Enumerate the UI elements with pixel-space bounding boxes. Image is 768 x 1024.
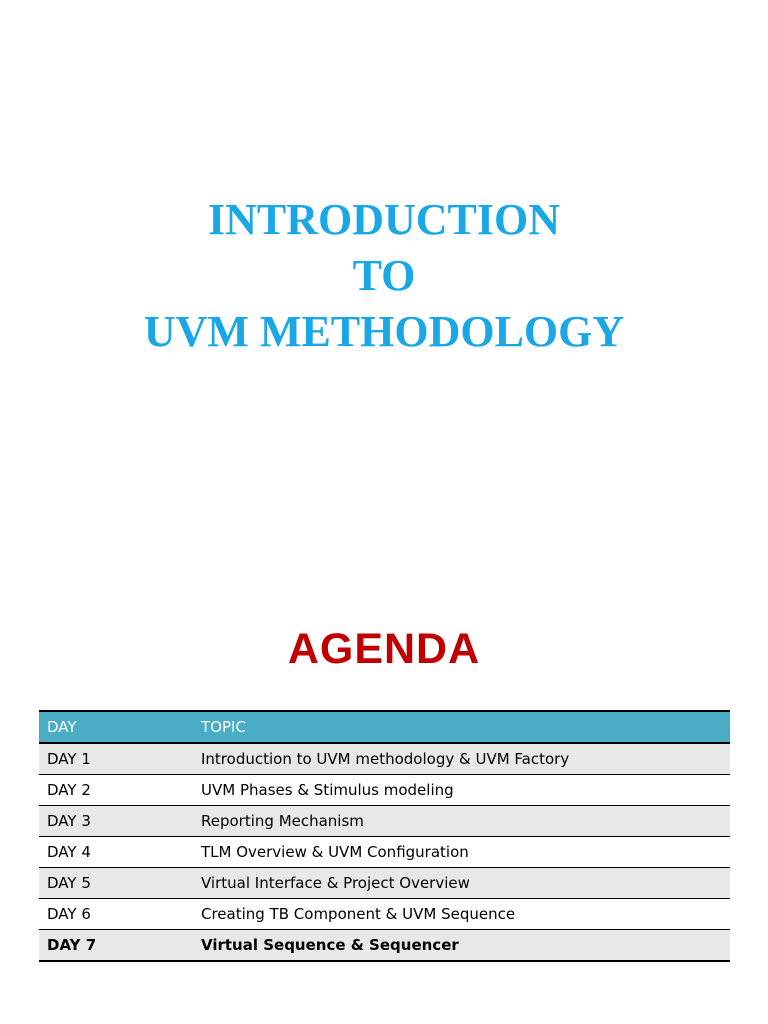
title-line-2: TO (352, 251, 416, 300)
row-day: DAY 2 (47, 781, 91, 799)
table-row (39, 806, 730, 837)
row-topic: Reporting Mechanism (201, 812, 364, 830)
slide-title (0, 192, 768, 360)
row-day: DAY 1 (47, 750, 91, 768)
table-header-row (39, 711, 730, 743)
row-day: DAY 7 (47, 936, 97, 954)
row-day: DAY 5 (47, 874, 91, 892)
row-topic: Virtual Sequence & Sequencer (201, 936, 459, 954)
table-row (39, 837, 730, 868)
header-day: DAY (47, 718, 77, 736)
row-day: DAY 4 (47, 843, 91, 861)
row-day: DAY 3 (47, 812, 91, 830)
table-row (39, 868, 730, 899)
table-row (39, 899, 730, 930)
row-topic: Creating TB Component & UVM Sequence (201, 905, 516, 923)
row-topic: UVM Phases & Stimulus modeling (201, 781, 454, 799)
row-topic: Introduction to UVM methodology & UVM Factory (201, 750, 570, 768)
title-line-1: INTRODUCTION (207, 195, 561, 244)
table-row (39, 743, 730, 775)
agenda-table (39, 710, 730, 962)
row-topic: TLM Overview & UVM Configuration (201, 843, 469, 861)
agenda-table-body (39, 743, 730, 961)
table-row (39, 930, 730, 962)
row-day: DAY 6 (47, 905, 91, 923)
row-topic: Virtual Interface & Project Overview (201, 874, 470, 892)
agenda-table-header (39, 711, 730, 743)
title-line-3: UVM METHODOLOGY (143, 307, 625, 356)
table-row (39, 775, 730, 806)
agenda-heading: AGENDA (287, 625, 481, 673)
header-topic: TOPIC (201, 718, 246, 736)
